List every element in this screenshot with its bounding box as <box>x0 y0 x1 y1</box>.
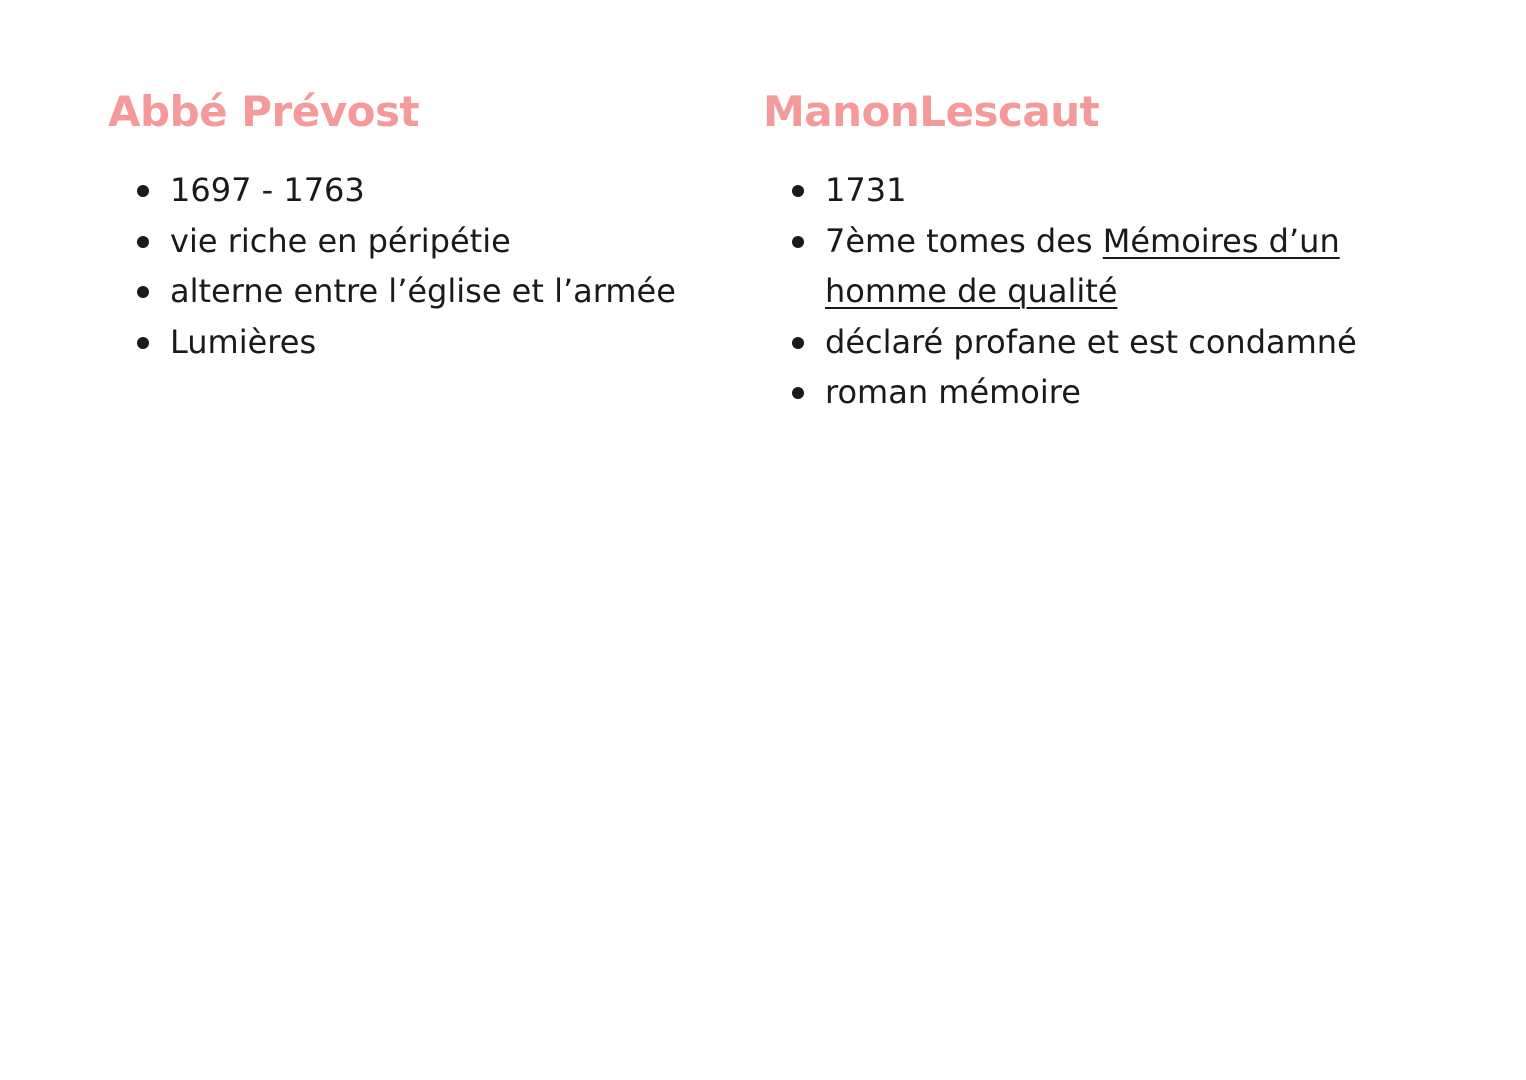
list-item <box>763 367 1443 418</box>
author-heading: Abbé Prévost <box>108 87 420 136</box>
list-item <box>108 165 708 216</box>
author-section <box>108 84 708 367</box>
bullet-icon <box>137 286 149 298</box>
bullet-icon <box>792 236 804 248</box>
fact-life: vie riche en péripétie <box>170 221 511 260</box>
fact-genre: roman mémoire <box>825 373 1081 411</box>
bullet-icon <box>137 185 149 197</box>
fact-dates: 1697 - 1763 <box>170 171 365 209</box>
bullet-icon <box>792 387 804 399</box>
list-item <box>763 317 1443 368</box>
list-item <box>763 165 1443 216</box>
fact-volume-prefix: 7ème tomes des <box>825 221 1103 260</box>
bullet-icon <box>792 337 804 349</box>
list-item <box>108 317 708 368</box>
work-facts-list <box>763 165 1443 418</box>
fact-year: 1731 <box>825 171 907 209</box>
bullet-icon <box>137 337 149 349</box>
list-item <box>763 216 1443 317</box>
fact-condemned: déclaré profane et est condamné <box>825 322 1357 361</box>
work-title-line2: homme de qualité <box>825 272 1118 310</box>
bullet-icon <box>792 185 804 197</box>
work-section <box>763 84 1443 418</box>
fact-career: alterne entre l’église et l’armée <box>170 272 676 310</box>
fact-movement: Lumières <box>170 322 317 361</box>
list-item <box>108 216 708 267</box>
work-heading: ManonLescaut <box>763 87 1100 136</box>
author-facts-list <box>108 165 708 367</box>
list-item <box>108 266 708 317</box>
bullet-icon <box>137 236 149 248</box>
work-title-line1: Mémoires d’un <box>1102 221 1340 260</box>
